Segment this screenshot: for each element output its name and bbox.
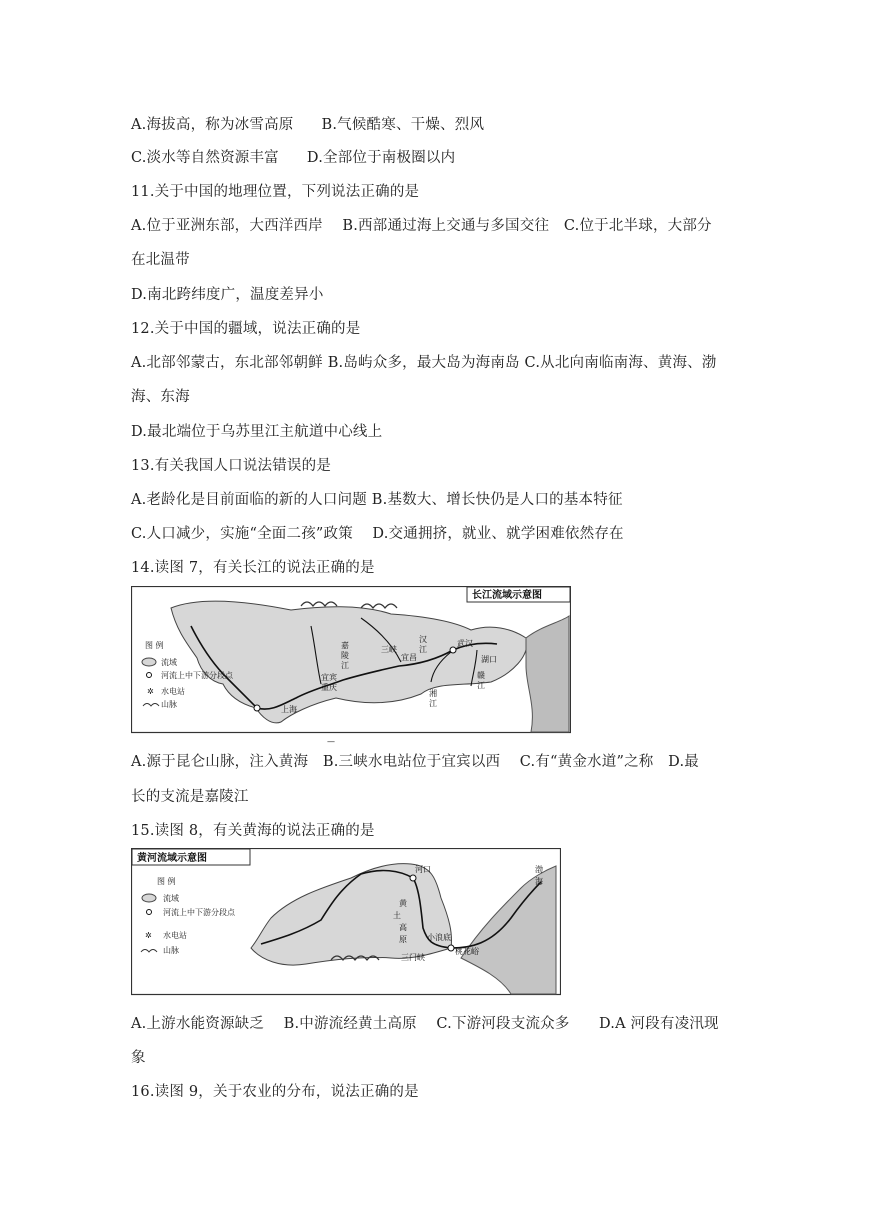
q14-options-2: 长的支流是嘉陵江 [131,789,249,805]
place-label: 小浪底 [427,933,451,942]
figure-7-caption-mark: — [327,737,335,746]
place-label: 土 [393,911,401,920]
svg-text:山脉: 山脉 [163,946,179,955]
q12-options-3: D.最北端位于乌苏里江主航道中心线上 [131,424,383,440]
q10-options-cd [131,146,455,167]
place-label: 三门峡 [401,953,425,962]
place-label: 三峡 [381,645,397,654]
q15-options-1: A.上游水能资源缺乏 B.中游流经黄土高原 C.下游河段支流众多 D.A 河段有凌汛现 [131,1016,719,1032]
q14-options-1: A.源于昆仑山脉，注入黄海 B.三峡水电站位于宜宾以西 C.有“黄金水道”之称 D.最 [131,754,699,770]
q14-stem: 14.读图 7，有关长江的说法正确的是 [131,560,375,576]
place-label: 重庆 [321,683,337,692]
svg-text:水电站: 水电站 [163,931,187,940]
place-label: 桃花峪 [455,947,479,956]
place-label: 武汉 [457,639,473,648]
q11-options-3: D.南北跨纬度广，温度差异小 [131,287,324,303]
place-label: 湖口 [481,655,497,664]
q11-options-2: 在北温带 [131,252,190,268]
place-label: 江 [477,681,485,690]
place-label: 上海 [281,705,297,714]
q12-options-1: A.北部邻蒙古，东北部邻朝鲜 B.岛屿众多，最大岛为海南岛 C.从北向南临南海、黄海、渤 [131,355,717,371]
q12-stem: 12.关于中国的疆域，说法正确的是 [131,321,361,337]
svg-text:流域: 流域 [161,658,177,667]
q10-options-ab [131,113,484,134]
place-label: 渤 [535,865,543,874]
figure-7-title: 长江流域示意图 [472,590,542,601]
place-label: 河口 [415,865,431,874]
figure-8-title: 黄河流域示意图 [137,853,207,864]
q16-stem: 16.读图 9，关于农业的分布，说法正确的是 [131,1084,419,1100]
svg-text:图 例: 图 例 [145,641,164,650]
option-a: A.海拔高，称为冰雪高原 [131,117,294,133]
place-label: 高 [399,923,407,932]
place-label: 陵 [341,651,349,660]
figure-8-yellow-river-map [131,848,561,998]
svg-text:山脉: 山脉 [161,700,177,709]
place-label: 江 [429,699,437,708]
svg-text:河流上中下游分段点: 河流上中下游分段点 [163,908,235,917]
place-label: 原 [399,935,407,944]
q11-options-1: A.位于亚洲东部，大西洋西岸 B.西部通过海上交通与多国交往 C.位于北半球，大部分 [131,218,712,234]
place-label: 嘉 [341,641,349,650]
place-label: 宜宾 [321,673,337,682]
option-b: B.气候酷寒、干燥、烈风 [321,117,485,133]
place-label: 黄 [399,899,407,908]
place-label: 江 [341,661,349,670]
q13-options-1: A.老龄化是目前面临的新的人口问题 B.基数大、增长快仍是人口的基本特征 [131,492,623,508]
svg-text:水电站: 水电站 [161,687,185,696]
svg-text:流域: 流域 [163,894,179,903]
place-label: 赣 [477,671,485,680]
option-c: C.淡水等自然资源丰富 [131,150,279,166]
q15-options-2: 象 [131,1050,146,1066]
place-label: 江 [419,645,427,654]
q15-stem: 15.读图 8，有关黄海的说法正确的是 [131,823,375,839]
q13-stem: 13.有关我国人口说法错误的是 [131,458,332,474]
place-label: 湘 [429,689,437,698]
hydro-station-icon: ✲ [147,687,154,696]
svg-text:图 例: 图 例 [157,877,176,886]
hydro-station-icon: ✲ [145,931,152,940]
q12-options-2: 海、东海 [131,389,190,405]
q11-stem: 11.关于中国的地理位置，下列说法正确的是 [131,184,420,200]
q13-options-2: C.人口减少，实施“全面二孩”政策 D.交通拥挤，就业、就学困难依然存在 [131,526,624,542]
place-label: 海 [535,877,543,886]
figure-7-yangtze-map [131,586,571,746]
svg-text:河流上中下游分段点: 河流上中下游分段点 [161,671,233,680]
option-d: D.全部位于南极圈以内 [306,150,456,166]
place-label: 宜昌 [401,653,417,662]
place-label: 汉 [419,635,427,644]
